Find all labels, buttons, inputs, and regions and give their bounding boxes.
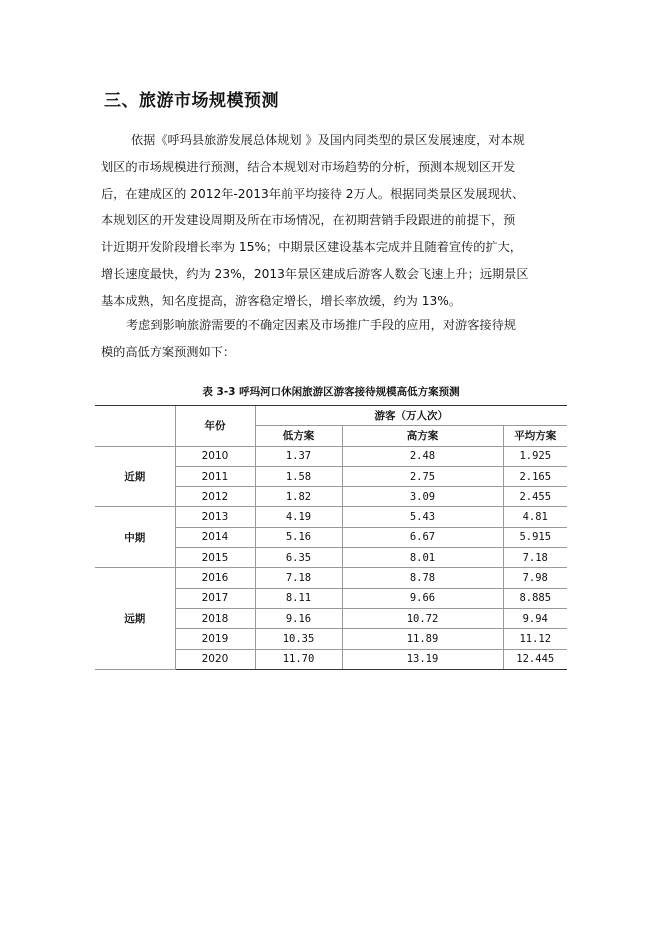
- average-plan-cell: 4.81: [503, 507, 567, 527]
- year-cell: 2010: [175, 446, 255, 466]
- paragraph-line: 模的高低方案预测如下：: [101, 344, 236, 359]
- year-cell: 2013: [175, 507, 255, 527]
- average-plan-cell: 8.885: [503, 588, 567, 608]
- year-cell: 2011: [175, 466, 255, 486]
- low-plan-cell: 5.16: [255, 527, 342, 547]
- period-cell: 远期: [95, 568, 175, 669]
- high-plan-cell: 6.67: [342, 527, 503, 547]
- table-body: [95, 406, 567, 670]
- paragraph-line: 基本成熟，知名度提高，游客稳定增长，增长率放缓，约为 13%。: [101, 293, 462, 308]
- low-plan-cell: 11.70: [255, 649, 342, 669]
- table-row: [95, 568, 567, 588]
- paragraph-line: 考虑到影响旅游需要的不确定因素及市场推广手段的应用，对游客接待规: [126, 318, 516, 332]
- table-header-row: [95, 406, 567, 426]
- low-plan-cell: 10.35: [255, 629, 342, 649]
- paragraph-line: 计近期开发阶段增长率为 15%；中期景区建设基本完成并且随着宣传的扩大，: [101, 240, 522, 255]
- high-plan-header: 高方案: [342, 426, 503, 446]
- average-plan-header: 平均方案: [503, 426, 567, 446]
- high-plan-cell: 13.19: [342, 649, 503, 669]
- year-cell: 2020: [175, 649, 255, 669]
- table-row: [95, 507, 567, 527]
- average-plan-cell: 5.915: [503, 527, 567, 547]
- high-plan-cell: 2.75: [342, 466, 503, 486]
- high-plan-cell: 10.72: [342, 608, 503, 628]
- paragraph-forecast-basis: [101, 127, 562, 315]
- paragraph-line: 增长速度最快，约为 23%，2013年景区建成后游客人数会飞速上升；远期景区: [101, 266, 529, 281]
- table-caption: 表 3-3 呼玛河口休闲旅游区游客接待规模高低方案预测: [202, 386, 460, 398]
- high-plan-cell: 3.09: [342, 487, 503, 507]
- high-plan-cell: 5.43: [342, 507, 503, 527]
- low-plan-cell: 7.18: [255, 568, 342, 588]
- high-plan-cell: 9.66: [342, 588, 503, 608]
- period-cell: 中期: [95, 507, 175, 568]
- header-blank-cell: [95, 406, 175, 447]
- average-plan-cell: 12.445: [503, 649, 567, 669]
- year-cell: 2019: [175, 629, 255, 649]
- visitor-forecast-table: [95, 405, 567, 670]
- low-plan-header: 低方案: [255, 426, 342, 446]
- low-plan-cell: 1.58: [255, 466, 342, 486]
- year-cell: 2017: [175, 588, 255, 608]
- low-plan-cell: 9.16: [255, 608, 342, 628]
- year-cell: 2012: [175, 487, 255, 507]
- low-plan-cell: 1.37: [255, 446, 342, 466]
- year-header: 年份: [175, 406, 255, 447]
- average-plan-cell: 7.18: [503, 548, 567, 568]
- average-plan-cell: 11.12: [503, 629, 567, 649]
- average-plan-cell: 1.925: [503, 446, 567, 466]
- paragraph-forecast-intro: [101, 312, 562, 366]
- low-plan-cell: 4.19: [255, 507, 342, 527]
- low-plan-cell: 6.35: [255, 548, 342, 568]
- paragraph-line: 依据《呼玛县旅游发展总体规划 》及国内同类型的景区发展速度，对本规: [131, 133, 525, 147]
- paragraph-line: 本规划区的开发建设周期及所在市场情况，在初期营销手段跟进的前提下，预: [101, 213, 516, 228]
- section-heading: 三、旅游市场规模预测: [104, 91, 279, 111]
- average-plan-cell: 9.94: [503, 608, 567, 628]
- table-row: [95, 446, 567, 466]
- year-cell: 2014: [175, 527, 255, 547]
- paragraph-line: 划区的市场规模进行预测，结合本规划对市场趋势的分析，预测本规划区开发: [101, 159, 516, 174]
- period-cell: 近期: [95, 446, 175, 507]
- high-plan-cell: 8.01: [342, 548, 503, 568]
- high-plan-cell: 2.48: [342, 446, 503, 466]
- year-cell: 2018: [175, 608, 255, 628]
- low-plan-cell: 8.11: [255, 588, 342, 608]
- average-plan-cell: 2.455: [503, 487, 567, 507]
- high-plan-cell: 8.78: [342, 568, 503, 588]
- visitors-header: 游客（万人次）: [255, 406, 567, 426]
- average-plan-cell: 7.98: [503, 568, 567, 588]
- low-plan-cell: 1.82: [255, 487, 342, 507]
- paragraph-line: 后，在建成区的 2012年-2013年前平均接待 2万人。根据同类景区发展现状、: [101, 186, 525, 201]
- high-plan-cell: 11.89: [342, 629, 503, 649]
- year-cell: 2016: [175, 568, 255, 588]
- average-plan-cell: 2.165: [503, 466, 567, 486]
- year-cell: 2015: [175, 548, 255, 568]
